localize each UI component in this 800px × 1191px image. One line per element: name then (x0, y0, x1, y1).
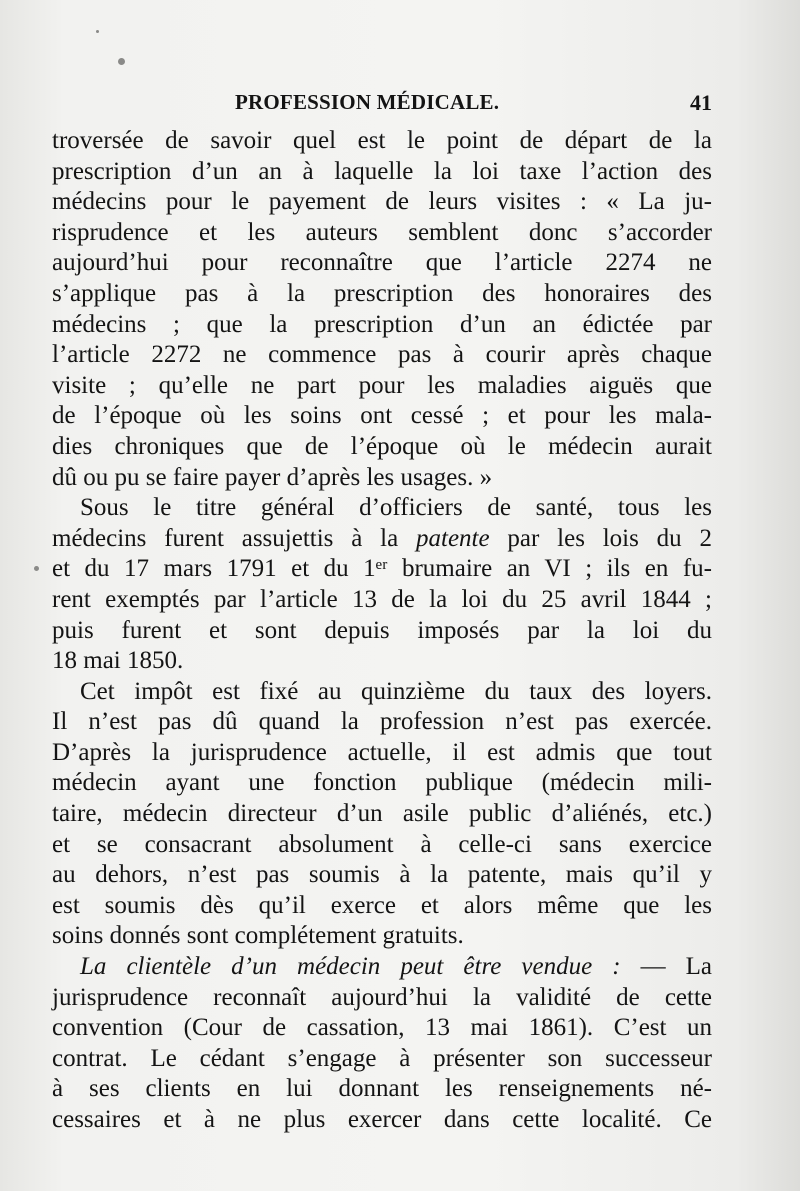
text-line: soins donnés sont complétement gratuits. (52, 922, 464, 950)
text-line: dies chroniques que de l’époque où le médecin aurait (52, 432, 712, 460)
ink-speck (96, 30, 99, 33)
text-line: dû ou pu se faire payer d’après les usages. » (52, 463, 493, 491)
page-header (52, 84, 712, 118)
text-line: Cet impôt est fixé au quinzième du taux des loyers. (80, 677, 712, 705)
text-line: taire, médecin directeur d’un asile public d’aliénés, etc.) (52, 800, 712, 828)
text-line: convention (Cour de cassation, 13 mai 1861). C’est un (52, 1014, 712, 1042)
text-line: cessaires et à ne plus exercer dans cette localité. Ce (52, 1106, 712, 1133)
text-run: par les lois du 2 (489, 524, 712, 552)
italic-heading: La clientèle d’un médecin peut être vendue : (80, 953, 621, 981)
text-line (52, 952, 712, 983)
text-line: aujourd’hui pour reconnaître que l’article 2274 ne (52, 249, 712, 277)
text-line: rent exemptés par l’article 13 de la loi du 25 avril 1844 ; (52, 585, 712, 613)
text-line: risprudence et les auteurs semblent donc s’accorder (52, 218, 712, 246)
text-line: prescription d’un an à laquelle la loi taxe l’action des (52, 157, 712, 185)
text-line: à ses clients en lui donnant les renseignements né- (52, 1075, 712, 1103)
ink-speck (34, 566, 39, 571)
text-run: — La (620, 953, 713, 981)
text-line (52, 524, 712, 555)
text-line: jurisprudence reconnaît aujourd’hui la validité de cette (52, 983, 712, 1011)
text-line: s’applique pas à la prescription des honoraires des (52, 279, 712, 307)
text-line: médecin ayant une fonction publique (médecin mili- (52, 769, 712, 797)
text-line: au dehors, n’est pas soumis à la patente, mais qu’il y (52, 861, 712, 889)
text-line: troversée de savoir quel est le point de départ de la (52, 127, 712, 154)
text-line: Sous le titre général d’officiers de santé, tous les (80, 494, 712, 522)
text-line: médecins ; que la prescription d’un an édictée par (52, 310, 712, 338)
ink-speck (118, 58, 125, 65)
text-line: de l’époque où les soins ont cessé ; et pour les mala- (52, 402, 712, 430)
text-line: médecins pour le payement de leurs visites : « La ju- (52, 188, 712, 216)
body-text (52, 126, 712, 1136)
text-line: puis furent et sont depuis imposés par la loi du (52, 616, 712, 644)
text-line: visite ; qu’elle ne part pour les maladies aiguës que (52, 371, 712, 399)
text-line: contrat. Le cédant s’engage à présenter son successeur (52, 1044, 712, 1072)
italic-term: patente (416, 524, 490, 552)
text-line: et se consacrant absolument à celle-ci sans exercice (52, 830, 712, 858)
page-number: 41 (690, 90, 712, 115)
text-line: et du 17 mars 1791 et du 1ᵉʳ brumaire an VI ; ils en fu- (52, 555, 712, 583)
text-line: est soumis dès qu’il exerce et alors même que les (52, 891, 712, 919)
text-line: 18 mai 1850. (52, 647, 184, 675)
running-title: PROFESSION MÉDICALE. (235, 90, 500, 114)
text-run: médecins furent assujettis à la (52, 524, 416, 552)
text-line: Il n’est pas dû quand la profession n’est pas exercée. (52, 708, 712, 736)
text-line: l’article 2272 ne commence pas à courir après chaque (52, 341, 712, 369)
text-line: D’après la jurisprudence actuelle, il est admis que tout (52, 738, 712, 766)
